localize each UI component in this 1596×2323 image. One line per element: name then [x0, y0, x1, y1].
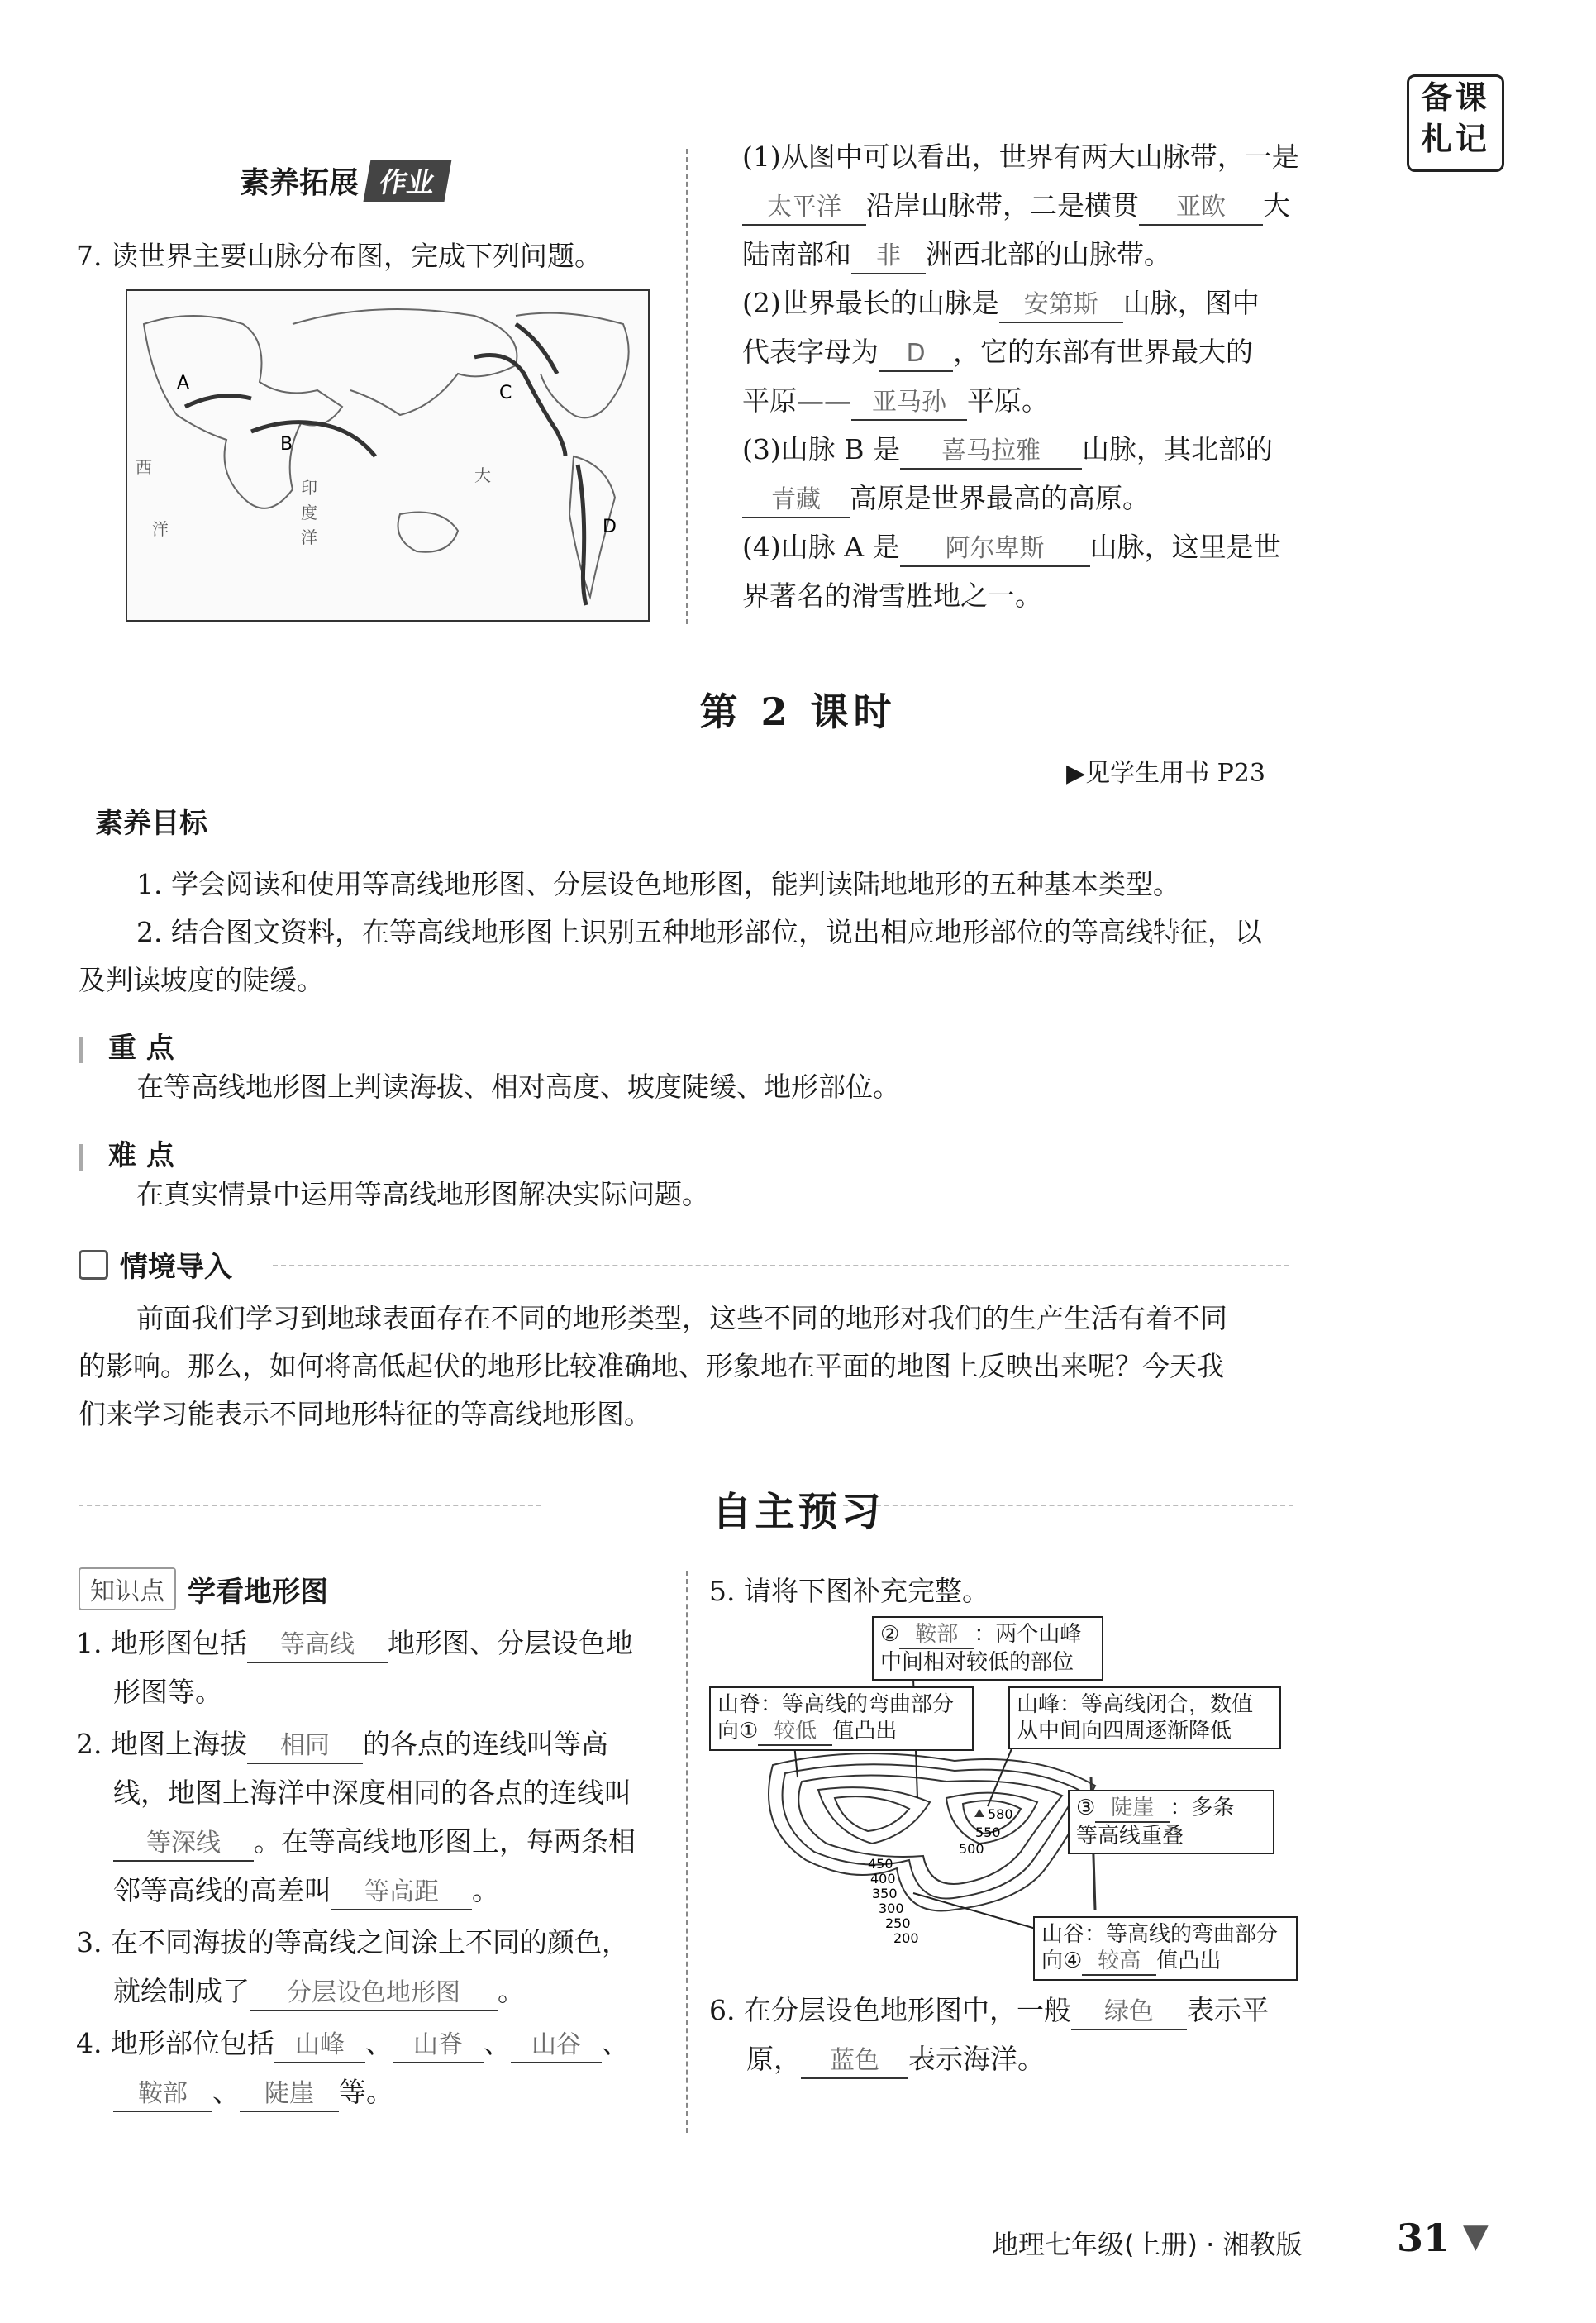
q7-stem: 7. 读世界主要山脉分布图，完成下列问题。: [76, 240, 602, 272]
q6: [709, 1986, 1288, 2083]
key-text: 在等高线地形图上判读海拔、相对高度、坡度陡缓、地形部位。: [136, 1071, 900, 1103]
box-ridge: [709, 1686, 974, 1751]
q4-line2: [76, 2068, 671, 2116]
q7-p2-line2: [742, 327, 1304, 376]
answer-blank: 陡崖: [1095, 1795, 1170, 1823]
text: 就绘制成了: [113, 1975, 250, 2007]
map-mountain-alps: [185, 396, 251, 407]
answer-blank: 蓝色: [801, 2044, 908, 2079]
contour-label: 400: [870, 1871, 896, 1887]
box-valley: [1033, 1916, 1298, 1981]
box-saddle-line1: [880, 1621, 1095, 1649]
text: 向④: [1041, 1949, 1083, 1973]
goal-item-1: 1. 学会阅读和使用等高线地形图、分层设色地形图，能判读陆地地形的五种基本类型。: [136, 868, 1180, 900]
answer-blank: 青藏: [742, 484, 850, 518]
q3-line1: [76, 1918, 671, 1967]
text: ②: [880, 1622, 900, 1647]
map-drawing: [127, 291, 648, 620]
intro-divider: [273, 1265, 1289, 1266]
contour-label: 580: [988, 1806, 1013, 1822]
text: 山脉，其北部的: [1081, 433, 1273, 465]
map-char: 西: [136, 457, 152, 477]
text: 的各点的连线叫等高: [362, 1728, 608, 1760]
map-landmass-asia: [293, 309, 517, 415]
q7-p2-line3: [742, 376, 1304, 425]
map-mountain-andes: [578, 465, 586, 605]
contour-label: 550: [975, 1825, 1001, 1840]
text: ：多条: [1170, 1796, 1235, 1820]
answer-blank: 亚马孙: [851, 386, 967, 421]
answer-blank: D: [879, 337, 953, 372]
box-valley-line2: [1041, 1948, 1289, 1976]
text: (1)从图中可以看出，世界有两大山脉带，一是: [742, 141, 1299, 173]
map-char: 度: [301, 503, 317, 522]
text: 沿岸山脉带，二是横贯: [866, 189, 1139, 222]
text: 等。: [339, 2076, 393, 2108]
contour-line: [798, 1776, 1062, 1885]
text: 代表字母为: [742, 336, 879, 368]
q7-part1: [742, 132, 1304, 620]
box-peak-line1: 山峰：等高线闭合，数值: [1017, 1692, 1254, 1717]
box-saddle-line2: 中间相对较低的部位: [880, 1650, 1074, 1675]
sep: 、: [601, 2027, 629, 2059]
text: 4. 地形部位包括: [76, 2027, 274, 2059]
box-ridge-line2: [717, 1718, 965, 1746]
answer-blank: 鞍部: [113, 2077, 212, 2112]
answer-blank: 陡崖: [240, 2077, 339, 2112]
chat-icon: [79, 1250, 108, 1280]
knowledge-point: [79, 1567, 328, 1610]
text: 平原。: [967, 384, 1049, 417]
answer-blank: 等深线: [113, 1827, 254, 1862]
text: 6. 在分层设色地形图中，一般: [709, 1994, 1071, 2026]
bar-icon: [79, 1037, 83, 1063]
text: ③: [1076, 1796, 1096, 1820]
map-label-c: C: [499, 383, 512, 403]
map-landmass-australia: [398, 513, 459, 552]
answer-blank: 等高线: [247, 1629, 388, 1663]
text: 原，: [746, 2043, 801, 2075]
bar-icon: [79, 1144, 83, 1171]
text: ，它的东部有世界最大的: [953, 336, 1253, 368]
corner-note-line2: 札记: [1420, 120, 1490, 157]
student-book-ref: [1066, 752, 1265, 789]
corner-arrow-icon: ▼: [1463, 2217, 1489, 2255]
text: 。: [498, 1975, 525, 2007]
answer-blank: 非: [851, 240, 926, 274]
q2-line4: [76, 1866, 671, 1915]
q7-p4-line1: [742, 522, 1304, 571]
pointer-line: [913, 1893, 1041, 1930]
contour-label: 500: [959, 1841, 984, 1857]
badge-title: 素养拓展: [240, 165, 360, 200]
ref-text: 见学生用书 P23: [1085, 759, 1265, 788]
text: 向①: [717, 1719, 759, 1743]
q7-p1-line1: [742, 132, 1304, 181]
text: 情境导入: [120, 1251, 232, 1284]
map-char: 大: [474, 465, 491, 485]
difficult-heading: [79, 1133, 174, 1173]
answer-blank: 相同: [247, 1729, 363, 1764]
text: 平原——: [742, 384, 851, 417]
q7-p2-line1: [742, 279, 1304, 327]
intro-heading: [79, 1244, 232, 1285]
text: 表示平: [1186, 1994, 1269, 2026]
text: 形图等。: [113, 1676, 222, 1708]
answer-blank: 山脊: [393, 2029, 484, 2063]
kp-title: 学看地形图: [188, 1575, 328, 1609]
section-badge: [240, 157, 448, 203]
q4-line1: [76, 2019, 671, 2068]
contour-label: 200: [893, 1930, 919, 1946]
triangle-icon: ▶: [1066, 759, 1086, 788]
text: 线，地图上海洋中深度相同的各点的连线叫: [113, 1777, 631, 1809]
answer-blank: 绿色: [1071, 1996, 1187, 2030]
q2-line2: [76, 1768, 671, 1817]
box-cliff-line1: [1076, 1795, 1266, 1823]
answer-blank: 亚欧: [1139, 191, 1263, 226]
lesson-title: 第 2 课时: [699, 689, 897, 734]
text: 地形图、分层设色地: [387, 1627, 633, 1659]
contour-label: 350: [872, 1886, 898, 1901]
box-cliff: [1068, 1790, 1274, 1854]
column-divider-bottom: [686, 1571, 688, 2133]
q5-stem: 5. 请将下图补充完整。: [709, 1575, 989, 1607]
box-ridge-line1: 山脊：等高线的弯曲部分: [717, 1692, 955, 1717]
answer-blank: 鞍部: [899, 1621, 974, 1649]
answer-blank: 较高: [1082, 1948, 1156, 1976]
text: 3. 在不同海拔的等高线之间涂上不同的颜色，: [76, 1926, 629, 1958]
goal-item-2b: 及判读坡度的陡缓。: [79, 964, 324, 996]
answer-blank: 安第斯: [999, 289, 1123, 323]
q6-line1: [709, 1986, 1288, 2034]
peak-marker-icon: [974, 1809, 984, 1817]
map-char: 洋: [301, 527, 317, 547]
text: 大: [1263, 189, 1290, 222]
sep: 、: [364, 2027, 393, 2059]
text: 重 点: [108, 1032, 174, 1065]
world-mountain-map: [126, 289, 650, 622]
map-label-a: A: [177, 373, 190, 394]
q1-line1: [76, 1619, 671, 1667]
box-peak-line2: 从中间向四周逐渐降低: [1017, 1719, 1232, 1743]
text: ：两个山峰: [974, 1622, 1082, 1647]
map-label-b: B: [280, 434, 293, 455]
q1-4: [76, 1619, 671, 2116]
q2-line3: [76, 1817, 671, 1866]
intro-line3: 们来学习能表示不同地形特征的等高线地形图。: [79, 1398, 651, 1430]
text: 陆南部和: [742, 238, 851, 270]
contour-label: 300: [879, 1901, 904, 1916]
sep: 、: [212, 2076, 240, 2108]
column-divider-top: [686, 149, 688, 624]
text: 值凸出: [1156, 1949, 1222, 1973]
box-valley-line1: 山谷：等高线的弯曲部分: [1041, 1922, 1279, 1947]
contour-label: 250: [885, 1915, 911, 1931]
text: (3)山脉 B 是: [742, 433, 900, 465]
answer-blank: 较低: [758, 1718, 832, 1746]
text: 界著名的滑雪胜地之一。: [742, 580, 1042, 612]
corner-note-line1: 备课: [1420, 79, 1490, 116]
answer-blank: 太平洋: [742, 191, 866, 226]
map-mountain-rockies: [516, 324, 557, 374]
key-heading: [79, 1025, 174, 1066]
intro-line1: 前面我们学习到地球表面存在不同的地形类型，这些不同的地形对我们的生产生活有着不同: [136, 1302, 1227, 1334]
page-number: 31: [1397, 2216, 1451, 2260]
text: 。: [472, 1874, 499, 1906]
map-label-d: D: [603, 517, 617, 537]
text: 2. 地图上海拔: [76, 1728, 247, 1760]
difficult-text: 在真实情景中运用等高线地形图解决实际问题。: [136, 1178, 709, 1210]
map-char: 印: [301, 478, 317, 498]
map-mountain-himalaya: [251, 422, 375, 456]
answer-blank: 等高距: [331, 1876, 472, 1910]
text: 。在等高线地形图上，每两条相: [254, 1825, 636, 1858]
q7-p3-line1: [742, 425, 1304, 474]
goals-heading: 素养目标: [95, 807, 207, 840]
map-char: 洋: [152, 519, 169, 539]
text: 难 点: [108, 1139, 174, 1172]
text: 洲西北部的山脉带。: [926, 238, 1171, 270]
q2-line1: [76, 1720, 671, 1768]
q3-line2: [76, 1967, 671, 2015]
contour-line: [818, 1787, 930, 1844]
goal-item-2a: 2. 结合图文资料，在等高线地形图上识别五种地形部位，说出相应地形部位的等高线特征，以: [136, 916, 1262, 948]
badge-tag: 作业: [364, 160, 452, 202]
map-mountain-pacific-belt: [474, 355, 565, 457]
text: 1. 地形图包括: [76, 1627, 247, 1659]
footer-title: 地理七年级(上册) · 湘教版: [992, 2229, 1303, 2260]
preview-title: 自主预习: [712, 1489, 884, 1535]
answer-blank: 山峰: [274, 2029, 365, 2063]
text: 高原是世界最高的高原。: [850, 482, 1150, 514]
q7-p4-line2: [742, 571, 1304, 620]
map-landmass-north-america: [516, 313, 629, 418]
text: (2)世界最长的山脉是: [742, 287, 999, 319]
text: 山脉，这里是世: [1089, 531, 1281, 563]
q7-p3-line2: [742, 474, 1304, 522]
box-saddle: [872, 1616, 1103, 1681]
q7-p1-line3: [742, 230, 1304, 279]
q6-line2: [709, 2034, 1288, 2083]
answer-blank: 阿尔卑斯: [900, 532, 1090, 567]
contour-label: 450: [868, 1856, 893, 1872]
sep: 、: [483, 2027, 511, 2059]
text: 山脉，图中: [1122, 287, 1260, 319]
kp-tag: 知识点: [79, 1567, 176, 1610]
corner-note-stamp: [1407, 74, 1504, 172]
intro-line2: 的影响。那么，如何将高低起伏的地形比较准确地、形象地在平面的地图上反映出来呢？今天我: [79, 1350, 1224, 1382]
box-peak: [1008, 1686, 1281, 1749]
box-cliff-line2: 等高线重叠: [1076, 1824, 1184, 1848]
text: (4)山脉 A 是: [742, 531, 900, 563]
answer-blank: 喜马拉雅: [900, 435, 1082, 470]
q1-line2: [76, 1667, 671, 1716]
text: 值凸出: [832, 1719, 898, 1743]
text: 表示海洋。: [908, 2043, 1045, 2075]
answer-blank: 分层设色地形图: [250, 1977, 498, 2011]
answer-blank: 山谷: [511, 2029, 602, 2063]
text: 邻等高线的高差叫: [113, 1874, 331, 1906]
q7-p1-line2: [742, 181, 1304, 230]
contour-line: [835, 1796, 909, 1831]
